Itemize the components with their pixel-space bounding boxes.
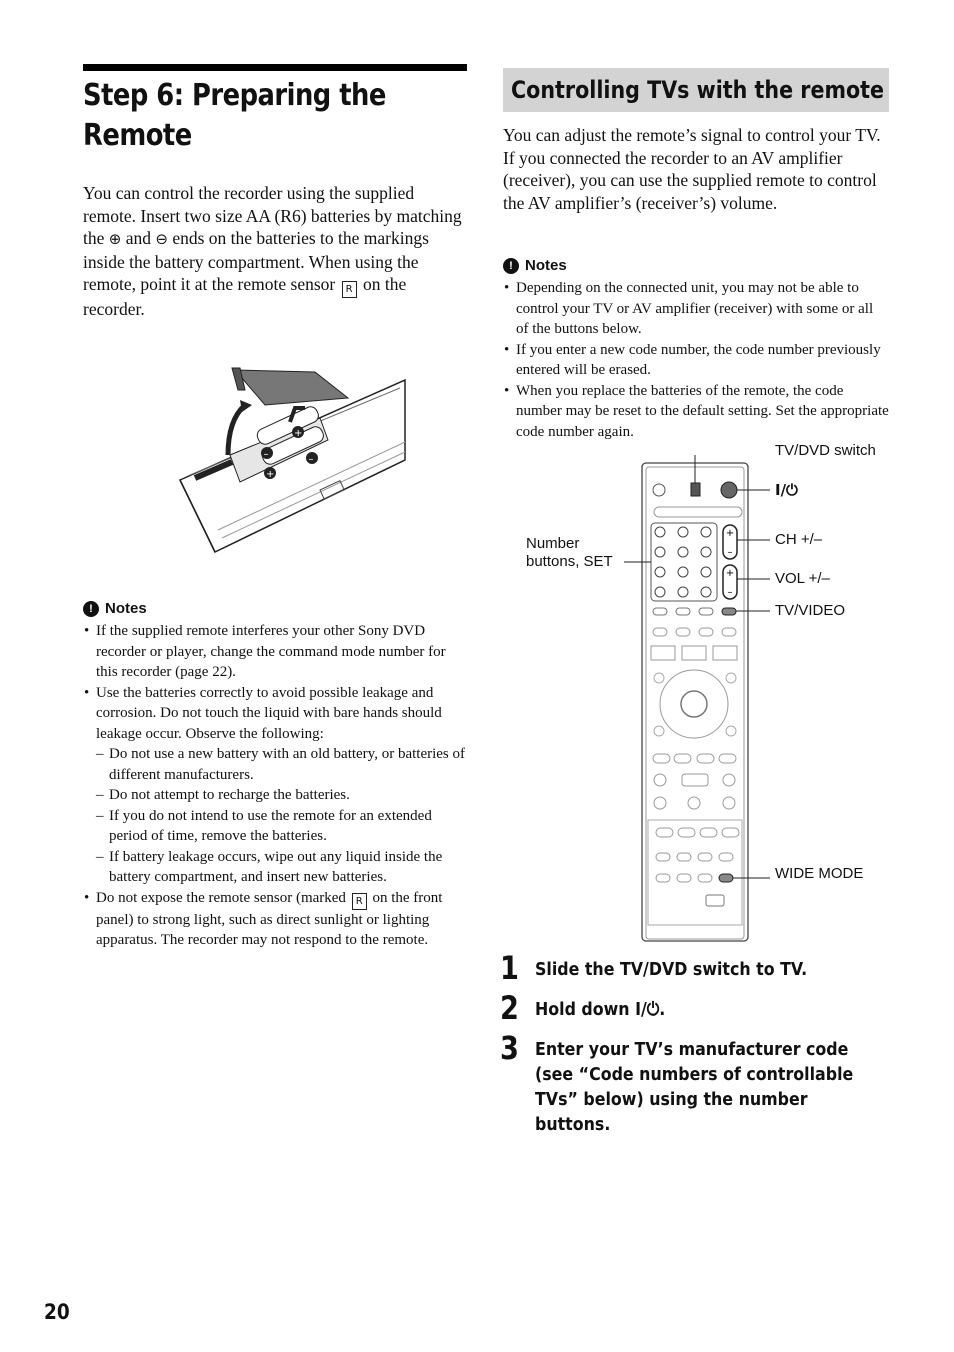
right-intro-1: You can adjust the remote’s signal to control your TV. [503, 125, 881, 145]
callout-number-buttons-line1: Number [526, 535, 580, 552]
battery-insertion-illustration [170, 360, 415, 555]
sub-item: – Do not use a new battery with an old battery, or batteries of different manufacturers. [96, 744, 467, 785]
note-item: • Depending on the connected unit, you may not be able to control your TV or AV amplifier (receiver) with some or all of the buttons below. [503, 278, 889, 340]
step-item [500, 990, 900, 1026]
callout-power: I/⏻ [775, 481, 798, 499]
sub-list [96, 744, 467, 888]
note-item [83, 683, 467, 888]
note-item: • If the supplied remote interferes your other Sony DVD recorder or player, change the command mode number for this recorder (page 22). [83, 621, 467, 683]
notes-heading [503, 257, 889, 274]
intro-text-1: You can control the recorder using the supplied remote. Insert two size AA (R6) batteries by matching the [83, 183, 462, 248]
note-item: • If you enter a new code number, the code number previously entered will be erased. [503, 340, 889, 381]
sub-item: – Do not attempt to recharge the batteries. [96, 785, 467, 806]
svg-text:–: – [308, 454, 314, 465]
note-item: • When you replace the batteries of the remote, the code number may be reset to the default setting. Set the appropriate code number again. [503, 381, 889, 443]
step-item [500, 1030, 900, 1137]
intro-text-3: on the recorder. [83, 274, 407, 319]
notes-heading-label: Notes [525, 257, 567, 274]
step-text: Enter your TV’s manufacturer code (see “Code numbers of controllable TVs” below) using the number buttons. [534, 1039, 853, 1135]
section-title: Controlling TVs with the remote [511, 76, 885, 104]
note-item-text: on the front panel) to strong light, such as direct sunlight or lighting apparatus. The recorder may not respond to the remote. [96, 889, 443, 948]
note-item-text: Use the batteries correctly to avoid possible leakage and corrosion. Do not touch the liquid with bare hands should leakage occur. Observe the following: [96, 684, 442, 742]
callout-tv-video: TV/VIDEO [775, 602, 846, 619]
svg-text:+: + [266, 469, 275, 480]
notes-list [503, 278, 889, 442]
callout-number-buttons [526, 535, 613, 571]
intro-text-2: ends on the batteries to the markings inside the battery compartment. When using the remote, point it at the remote sensor [83, 228, 429, 294]
note-item [83, 888, 467, 951]
intro-text-and: and [125, 228, 151, 248]
section-header [503, 68, 889, 112]
step-number: 2 [500, 989, 519, 1027]
callout-vol: VOL +/– [775, 570, 830, 587]
step-text: Hold down I/⏻. [534, 999, 665, 1020]
remote-sensor-icon: R [342, 281, 357, 298]
callout-wide-mode: WIDE MODE [775, 865, 864, 882]
step-number: 3 [500, 1029, 519, 1067]
title-rule [83, 64, 467, 71]
svg-text:–: – [727, 547, 733, 558]
notes-heading [83, 600, 467, 617]
svg-text:+: + [294, 428, 303, 439]
step-list [500, 950, 900, 1141]
svg-text:+: + [725, 568, 735, 579]
remote-sensor-icon: R [352, 893, 367, 910]
callout-tv-dvd-switch: TV/DVD switch [775, 442, 876, 459]
step-item [500, 950, 900, 986]
svg-text:+: + [725, 528, 735, 539]
minus-icon: ⊖ [155, 230, 168, 248]
page-number: 20 [44, 1300, 70, 1324]
notes-heading-label: Notes [105, 600, 147, 617]
note-icon: ! [503, 258, 519, 274]
sub-item: – If battery leakage occurs, wipe out any liquid inside the battery compartment, and insert new batteries. [96, 847, 467, 888]
callout-ch: CH +/– [775, 531, 823, 548]
right-notes [503, 257, 889, 442]
page-title: Step 6: Preparing the Remote [83, 78, 386, 153]
intro-paragraph [83, 182, 468, 321]
step-text: Slide the TV/DVD switch to TV. [534, 959, 807, 980]
note-item-text: Do not expose the remote sensor (marked [96, 889, 346, 906]
right-intro-2: If you connected the recorder to an AV amplifier (receiver), you can use the supplied remote to control the AV amplifier’s (receiver’s) volume. [503, 147, 877, 213]
svg-text:–: – [263, 449, 269, 460]
note-icon: ! [83, 601, 99, 617]
callout-number-buttons-line2: buttons, SET [526, 553, 613, 570]
left-notes [83, 600, 467, 951]
plus-icon: ⊕ [108, 230, 122, 248]
notes-list [83, 621, 467, 951]
right-intro [503, 124, 889, 214]
step-number: 1 [500, 949, 519, 987]
sub-item: – If you do not intend to use the remote for an extended period of time, remove the batteries. [96, 806, 467, 847]
remote-control-illustration [620, 455, 780, 945]
svg-text:–: – [727, 587, 733, 598]
